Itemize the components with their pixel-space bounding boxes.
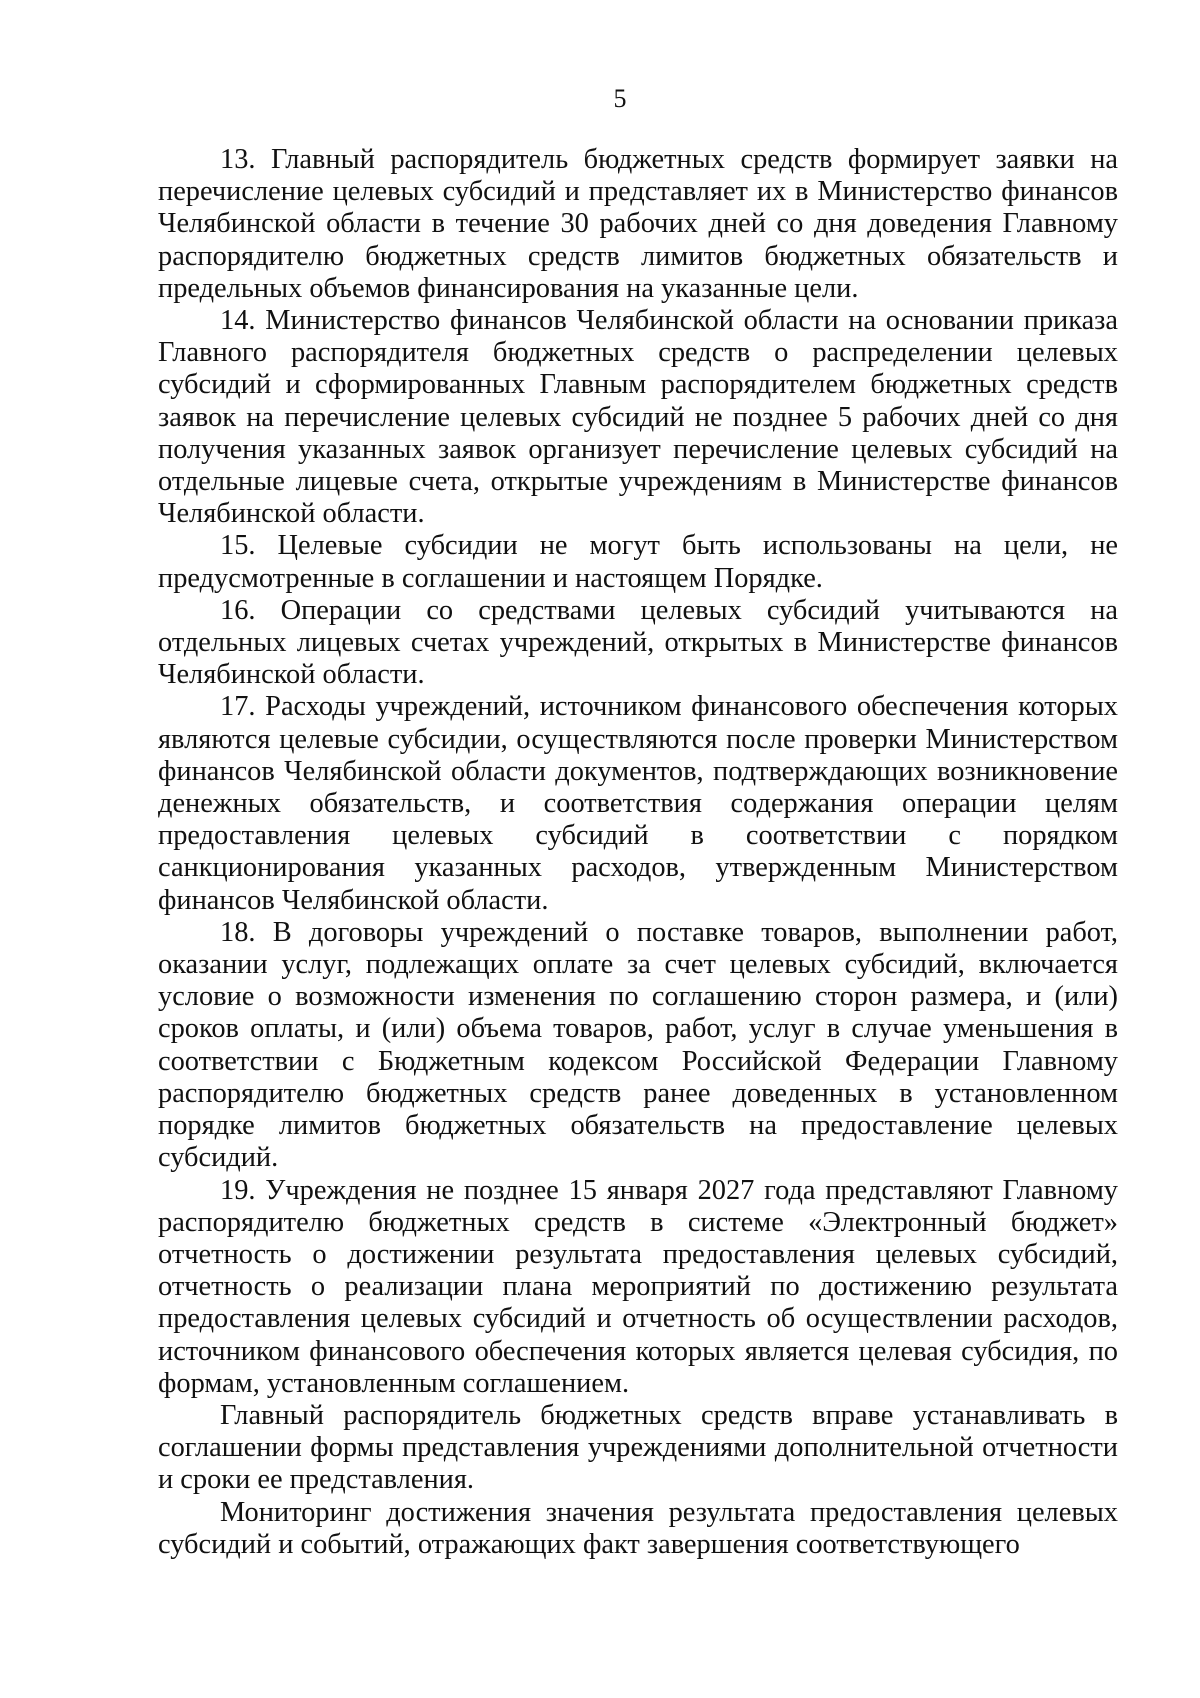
paragraph-monitoring: Мониторинг достижения значения результата предоставления целевых субсидий и событий, отражающих факт завершения соответствующего [158, 1496, 1118, 1560]
page-number: 5 [613, 84, 627, 113]
paragraph-additional-reporting: Главный распорядитель бюджетных средств вправе устанавливать в соглашении формы представления учреждениями дополнительной отчетности и сроки ее представления. [158, 1399, 1118, 1496]
document-body [158, 144, 1118, 1561]
paragraph-17: 17. Расходы учреждений, источником финансового обеспечения которых являются целевые субсидии, осуществляются после проверки Министерством финансов Челябинской области документов, подтверждающих возникновение денежных обязательств, и соответствия содержания операции целям предоставления целевых субсидий в соответствии с порядком санкционирования указанных расходов, утвержденным Министерством финансов Челябинской области. [158, 691, 1118, 916]
paragraph-15: 15. Целевые субсидии не могут быть использованы на цели, не предусмотренные в соглашении и настоящем Порядке. [158, 530, 1118, 594]
paragraph-13: 13. Главный распорядитель бюджетных средств формирует заявки на перечисление целевых субсидий и представляет их в Министерство финансов Челябинской области в течение 30 рабочих дней со дня доведения Главному распорядителю бюджетных средств лимитов бюджетных обязательств и предельных объемов финансирования на указанные цели. [158, 144, 1118, 304]
paragraph-18: 18. В договоры учреждений о поставке товаров, выполнении работ, оказании услуг, подлежащих оплате за счет целевых субсидий, включается условие о возможности изменения по соглашению сторон размера, и (или) сроков оплаты, и (или) объема товаров, работ, услуг в случае уменьшения в соответствии с Бюджетным кодексом Российской Федерации Главному распорядителю бюджетных средств ранее доведенных в установленном порядке лимитов бюджетных обязательств на предоставление целевых субсидий. [158, 916, 1118, 1174]
paragraph-19: 19. Учреждения не позднее 15 января 2027 года представляют Главному распорядителю бюджетных средств в системе «Электронный бюджет» отчетность о достижении результата предоставления целевых субсидий, отчетность о реализации плана мероприятий по достижению результата предоставления целевых субсидий и отчетность об осуществлении расходов, источником финансового обеспечения которых является целевая субсидия, по формам, установленным соглашением. [158, 1174, 1118, 1399]
paragraph-14: 14. Министерство финансов Челябинской области на основании приказа Главного распорядителя бюджетных средств о распределении целевых субсидий и сформированных Главным распорядителем бюджетных средств заявок на перечисление целевых субсидий не позднее 5 рабочих дней со дня получения указанных заявок организует перечисление целевых субсидий на отдельные лицевые счета, открытые учреждениям в Министерстве финансов Челябинской области. [158, 305, 1118, 530]
paragraph-16: 16. Операции со средствами целевых субсидий учитываются на отдельных лицевых счетах учреждений, открытых в Министерстве финансов Челябинской области. [158, 594, 1118, 691]
